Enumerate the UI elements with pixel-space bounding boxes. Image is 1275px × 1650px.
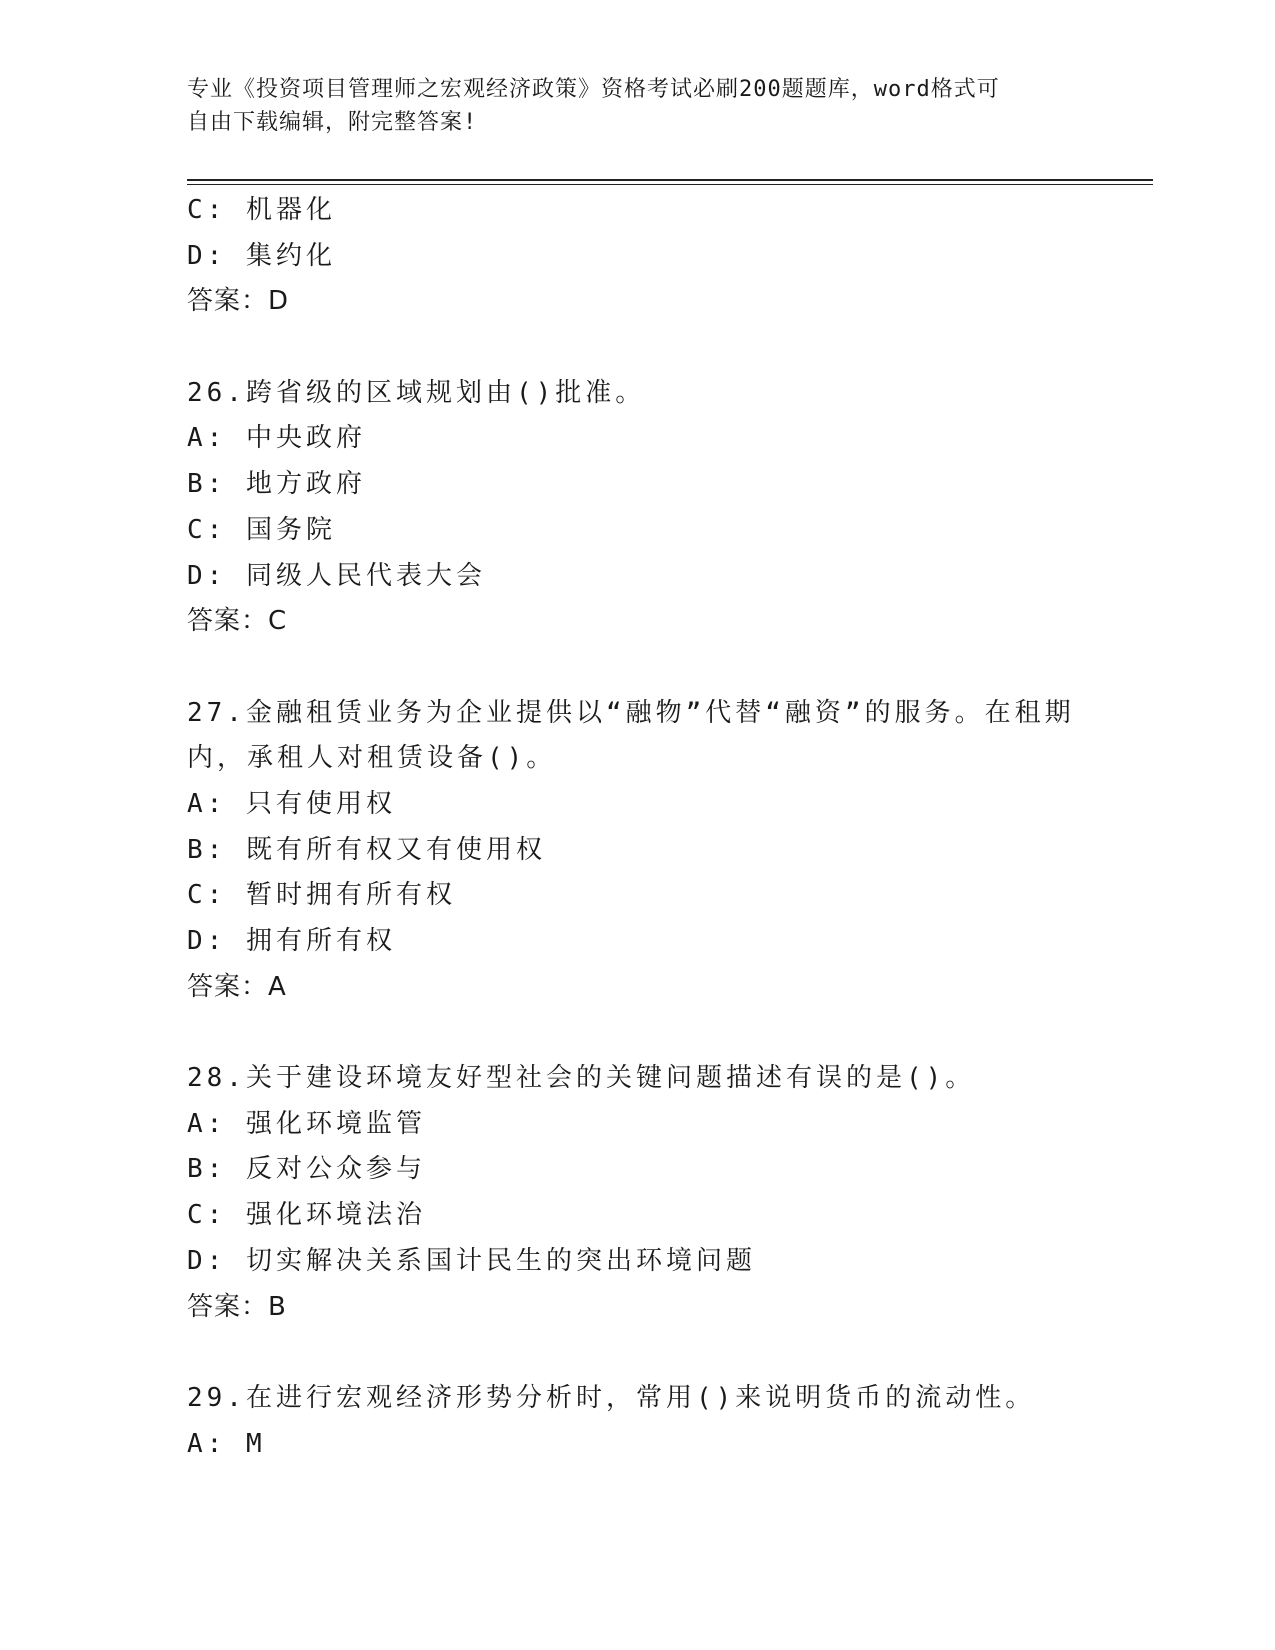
header-line-2: 自由下载编辑，附完整答案! bbox=[187, 110, 478, 135]
question-stem: 29.在进行宏观经济形势分析时，常用()来说明货币的流动性。 bbox=[187, 1382, 1036, 1413]
question-stem: 28.关于建设环境友好型社会的关键问题描述有误的是()。 bbox=[187, 1063, 976, 1094]
spacer bbox=[187, 1010, 1087, 1056]
option-a: A: 中央政府 bbox=[187, 423, 366, 454]
option-d: D: 切实解决关系国计民生的突出环境问题 bbox=[187, 1245, 756, 1276]
spacer bbox=[187, 645, 1087, 691]
header-divider bbox=[187, 179, 1153, 181]
option-a: A: 只有使用权 bbox=[187, 788, 396, 819]
answer: 答案：A bbox=[187, 971, 287, 1002]
option-b: B: 地方政府 bbox=[187, 469, 366, 500]
question-28 bbox=[187, 1056, 1087, 1330]
header-divider-thin bbox=[187, 184, 1153, 185]
option-d: D: 同级人民代表大会 bbox=[187, 560, 486, 591]
option-d: D: 拥有所有权 bbox=[187, 926, 396, 956]
answer: 答案：B bbox=[187, 1291, 287, 1322]
option-b: B: 反对公众参与 bbox=[187, 1154, 426, 1185]
answer: 答案：D bbox=[187, 286, 290, 317]
option-a: A: M bbox=[187, 1428, 266, 1459]
document-header bbox=[187, 73, 1067, 139]
option-c: C: 机器化 bbox=[187, 195, 336, 225]
question-stem-line-1: 27.金融租赁业务为企业提供以“融物”代替“融资”的服务。在租期 bbox=[187, 697, 1075, 728]
question-27 bbox=[187, 691, 1087, 1011]
question-list bbox=[187, 188, 1087, 1467]
question-29 bbox=[187, 1376, 1087, 1467]
spacer bbox=[187, 325, 1087, 371]
option-c: C: 强化环境法治 bbox=[187, 1200, 426, 1231]
answer: 答案：C bbox=[187, 606, 288, 637]
header-line-1: 专业《投资项目管理师之宏观经济政策》资格考试必刷200题题库，word格式可 bbox=[187, 77, 1000, 102]
option-c: C: 国务院 bbox=[187, 514, 336, 545]
question-26 bbox=[187, 371, 1087, 645]
question-stem-line-2: 内，承租人对租赁设备()。 bbox=[187, 743, 557, 774]
spacer bbox=[187, 1330, 1087, 1376]
option-a: A: 强化环境监管 bbox=[187, 1108, 426, 1139]
option-b: B: 既有所有权又有使用权 bbox=[187, 834, 546, 865]
question-stem: 26.跨省级的区域规划由()批准。 bbox=[187, 377, 646, 408]
question-25-continued bbox=[187, 188, 1087, 325]
option-c: C: 暂时拥有所有权 bbox=[187, 880, 456, 911]
option-d: D: 集约化 bbox=[187, 240, 336, 271]
